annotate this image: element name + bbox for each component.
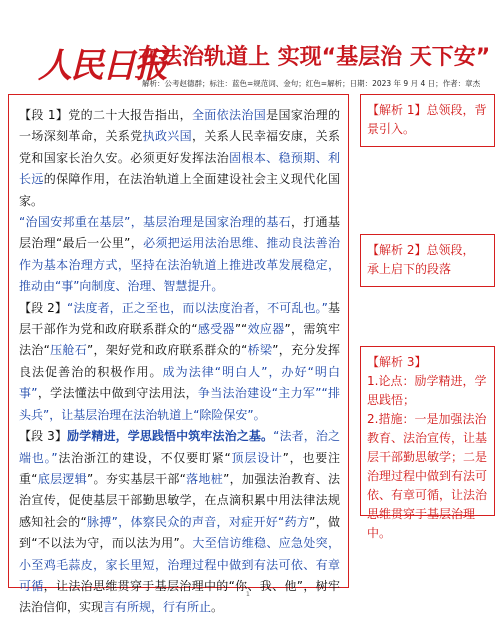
note-line: 承上启下的段落 xyxy=(367,262,452,276)
note-box-1 xyxy=(360,94,495,147)
paragraph-tag: 【段 1】 xyxy=(19,108,69,122)
note-box-3 xyxy=(360,346,495,540)
page-header xyxy=(0,0,500,92)
paragraph-4: 【段 3】励学精进，学思践悟中筑牢法治之基。“法者，治之端也。”法治浙江的建设，不仅要盯紧“顶层设计”，也要注重“底层逻辑”。夯实基层干部“落地桩”，加强法治教育、法治宣传，促使基层干部勤思敏学，在点滴积累中用法律法规感知社会的“脉搏”，体察民众的声音，对症开好“药方”，做到“不以法为守，而以法为用”。大至信访维稳、应急处突，小至鸡毛蒜皮，家长里短，治理过程中做到有法可依、有章可循，让法治思维贯穿于基层治理中的“你、我、他”，树牢法治信仰，实现言有所规，行有所止。 xyxy=(19,429,341,615)
page-number: 1 xyxy=(246,591,250,598)
article-meta: 解析：公考赵德群；标注：蓝色=规范词、金句；红色=解析；日期：2023 年 9 月 4 日；作者：章杰 xyxy=(142,79,481,88)
article-headline: 在法治轨道上 实现“基层治 天下安” xyxy=(138,45,491,70)
note-line: 【解析 2】总领段， xyxy=(367,243,475,257)
paragraph-tag: 【段 2】 xyxy=(19,300,68,315)
note-box-2 xyxy=(360,234,495,287)
newspaper-logo: 人民日报 xyxy=(38,46,166,86)
note-title: 【解析 3】 xyxy=(367,355,427,369)
note-line: 1.论点：励学精进，学思践悟； xyxy=(367,374,487,407)
note-text: 【解析 1】总领段，背景引入。 xyxy=(367,103,487,136)
paragraph-2: “治国安邦重在基层”，基层治理是国家治理的基石，打通基层治理“最后一公里”，必须把运用法治思维、推动良法善治作为基本治理方式，坚持在法治轨道上推进改革发展稳定，推动由“事”向制度、治理、智慧提升。 xyxy=(19,215,340,294)
paragraph-tag: 【段 3】 xyxy=(19,429,68,444)
article-body xyxy=(8,94,349,615)
paragraph-1: 【段 1】党的二十大报告指出，全面依法治国是国家治理的一场深刻革命，关系党执政兴国，关系人民幸福安康，关系党和国家长治久安。必须更好发挥法治固根本、稳预期、利长远的保障作用，在法治轨道上全面建设社会主义现代化国家。 xyxy=(19,108,340,208)
note-line: 2.措施：一是加强法治教育、法治宣传，让基层干部勤思敏学；二是治理过程中做到有法可依、有章可循，让法治思维贯穿于基层治理中。 xyxy=(367,412,488,540)
paragraph-3: 【段 2】“法度者，正之至也，而以法度治者，不可乱也。”基层干部作为党和政府联系群众的“感受器”“效应器”，需筑牢法治“压舱石”，架好党和政府联系群众的“桥梁”，充分发挥良法促善治的积极作用。成为法律“明白人”，办好“明白事”，学法懂法中做到守法用法，争当法治建设“主力军”“排头兵”，让基层治理在法治轨道上“除险保安”。 xyxy=(19,300,341,422)
